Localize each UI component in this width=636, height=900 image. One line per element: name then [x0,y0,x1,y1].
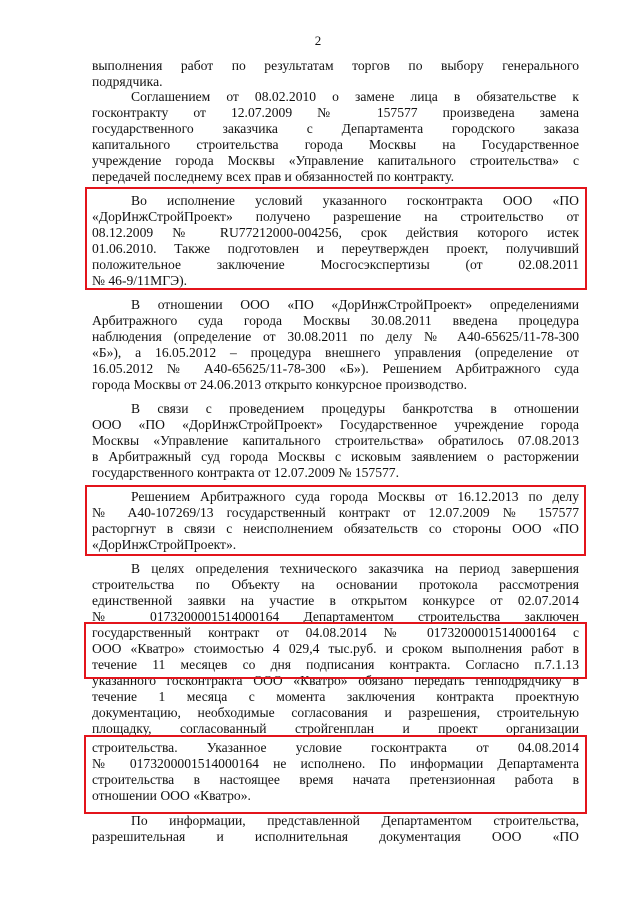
text-line: выполнения работ по результатам торгов по выбору генерального [92,58,579,73]
text-line: документацию, необходимые согласования и разрешения, строительную [92,705,579,720]
text-line: указанного госконтракта ООО «Кватро» обязано передать генподрядчику в [92,673,579,688]
text-line: 01.06.2010. Также подготовлен и переутвержден проект, получивший [92,241,579,256]
text-line: «ДорИнжСтройПроект». [92,537,237,552]
text-line: государственный контракт от 04.08.2014 № 0173200001514000164 с [92,625,579,640]
text-line: «Б»), а 16.05.2012 – процедура внешнего управления (определение от [92,345,579,360]
text-line: строительства по Объекту на основании протокола рассмотрения [92,577,579,592]
text-line: разрешительная и исполнительная документация ООО «ПО [92,829,579,844]
text-line: № 0173200001514000164 не исполнено. По информации Департамента [92,756,579,771]
text-line: передачей последнему всех прав и обязанностей по контракту. [92,169,455,184]
text-line: течение 11 месяцев со дня подписания контракта. Согласно п.7.1.13 [92,657,579,672]
text-line: в Арбитражный суд города Москвы с исковым заявлением о расторжении [92,449,579,464]
text-line: Москвы «Управление капитального строительства» обратилось 07.08.2013 [92,433,579,448]
text-line: Во исполнение условий указанного госконтракта ООО «ПО [131,193,579,208]
text-line: единственной заявки на участие в открытом конкурсе от 02.07.2014 [92,593,579,608]
text-line: подрядчика. [92,74,163,89]
text-line: ООО «ПО «ДорИнжСтройПроект» Государственное учреждение города [92,417,579,432]
text-line: № 0173200001514000164 Департаментом строительства заключен [92,609,579,624]
text-line: «ДорИнжСтройПроект» получено разрешение на строительство от [92,209,579,224]
text-line: ООО «Кватро» стоимостью 4 029,4 тыс.руб. и сроком выполнения работ в [92,641,579,656]
text-line: строительства. Указанное условие госконтракта от 04.08.2014 [92,740,579,755]
text-line: № А40-107269/13 государственный контракт от 12.07.2009 № 157577 [92,505,579,520]
text-line: В целях определения технического заказчика на период завершения [131,561,579,576]
page-number: 2 [314,33,322,48]
text-line: течение 1 месяца с момента заключения контракта проектную [92,689,579,704]
text-line: государственного заказчика с Департамента городского заказа [92,121,579,136]
text-line: Арбитражного суда города Москвы 30.08.2011 введена процедура [92,313,579,328]
text-line: 08.12.2009 № RU77212000-004256, срок действия которого истек [92,225,579,240]
text-line: В отношении ООО «ПО «ДорИнжСтройПроект» определениями [131,297,579,312]
text-line: расторгнут в связи с неисполнением обязательств со стороны ООО «ПО [92,521,579,536]
text-line: 16.05.2012 № А40-65625/11-78-300 «Б»). Решением Арбитражного суда [92,361,579,376]
text-line: учреждение города Москвы «Управление капитального строительства» с [92,153,579,168]
text-line: города Москвы от 24.06.2013 открыто конкурсное производство. [92,377,467,392]
text-line: государственного контракта от 12.07.2009 № 157577. [92,465,400,480]
text-line: По информации, представленной Департаментом строительства, [131,813,579,828]
text-line: строительства в настоящее время начата претензионная работа в [92,772,579,787]
text-line: № 46-9/11МГЭ). [92,273,187,288]
text-line: положительное заключение Мосгосэкспертизы (от 02.08.2011 [92,257,579,272]
text-line: Решением Арбитражного суда города Москвы от 16.12.2013 по делу [131,489,579,504]
text-line: площадку, согласованный стройгенплан и проект организации [92,721,579,736]
text-line: отношении ООО «Кватро». [92,788,251,803]
text-line: госконтракту от 12.07.2009 № 157577 произведена замена [92,105,579,120]
text-line: капитального строительства города Москвы на Государственное [92,137,579,152]
text-line: наблюдения (определение от 30.08.2011 по делу № А40-65625/11-78-300 [92,329,579,344]
text-line: Соглашением от 08.02.2010 о замене лица в обязательстве к [131,89,579,104]
text-line: В связи с проведением процедуры банкротства в отношении [131,401,579,416]
